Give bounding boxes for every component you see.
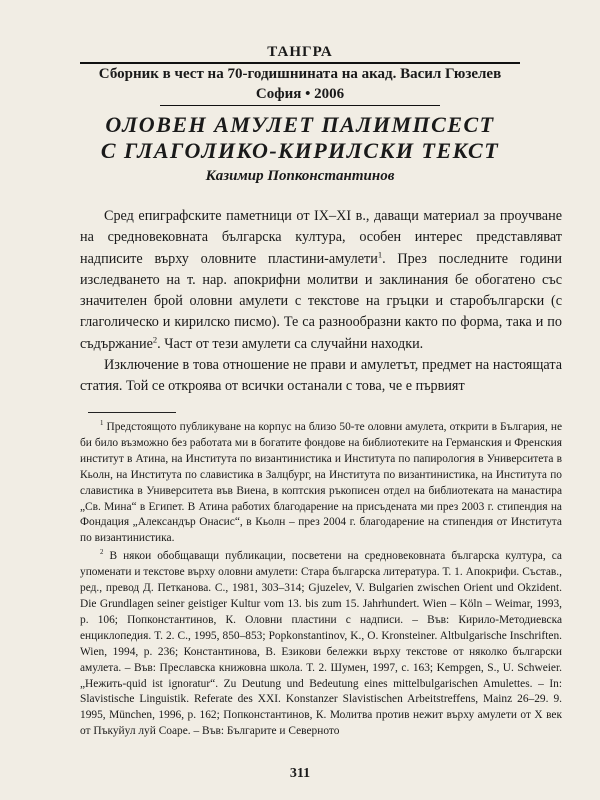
paragraph-2: Изключение в това отношение не прави и амулетът, предмет на настоящата статия. Той се откроява от всички останали с това, че е първият bbox=[80, 357, 562, 395]
footnote-2-number: 2 bbox=[100, 549, 104, 557]
title-line-1: ОЛОВЕН АМУЛЕТ ПАЛИМПСЕСТ bbox=[105, 112, 495, 137]
article-title bbox=[0, 112, 600, 164]
place-underline bbox=[160, 105, 440, 106]
place-year: София • 2006 bbox=[255, 86, 345, 102]
paragraph-1-text-b: . През последните години изследването на т. нар. апокрифни молитви и заклинания бе обогатено със значителен брой оловни амулети с текстове на гръцки и старобългарски (с глаголическо и кирилско писмо). Те са разнообразни както по форма, така и по съдържание bbox=[80, 250, 562, 352]
paragraph-1-text-a: Сред епиграфските паметници от IX–XI в., даващи материал за проучване на средновековната българска култура, особен интерес представляват надписите върху оловните пластини-амулети bbox=[80, 208, 562, 267]
collection-title: Сборник в чест на 70-годишнината на акад. Васил Гюзелев bbox=[98, 66, 502, 82]
footnote-1-number: 1 bbox=[100, 420, 104, 428]
paragraph-1-text-c: . Част от тези амулети са случайни находки. bbox=[157, 335, 424, 352]
footnote-ref-1: 1 bbox=[377, 248, 383, 259]
header-rule bbox=[80, 62, 520, 64]
footnote-2-text: В някои обобщаващи публикации, посветени на средновековната българска култура, са упоменати и текстове върху оловни амулети: Стара българска литература. Т. 1. Апокрифи. Състав., ред., превод Д. Петканова. С., 1981, 303–314; Gjuzelev, V. Bulgarien zwischen Orient und Okzident. Die Grundlagen seiner geistiger Kultur vom 13. bis zum 15. Jahrhundert. Wien – Köln – Weimar, 1993, p. 106; Попконстантинов, К. Оловни пластини с надписи. – Във: Кирило-Методиевска енциклопедия. Т. 2. С., 1995, 850–853; Popkonstantinov, K., O. Kronsteiner. Altbulgarische Inschriften. Wien, 1994, p. 236; Константинова, В. Езикови бележки върху текстове от няколко български амулета. – Във: Преславска книжовна школа. Т. 2. Шумен, 1997, с. 163; Kempgen, S., U. Schweier. „Нежить-quid ist ignoratur“. Zu Deutung und Bedeutung eines mittelbulgarischen Amulettes. – In: Slavistische Linguistik. Referate des XXI. Konstanzer Slavistischen Arbeitstreffens, Mainz 26–29. 9. 1995, München, 1996, p. 162; Попконстантинов, К. Молитва против нежит върху амулети от X век от Пъкуйул луй Соаре. – Във: Българите и Северното bbox=[80, 550, 562, 738]
footnote-ref-2: 2 bbox=[152, 334, 158, 345]
page-number: 311 bbox=[289, 766, 311, 781]
title-line-2: С ГЛАГОЛИКО-КИРИЛСКИ ТЕКСТ bbox=[100, 138, 500, 163]
series-title: ТАНГРА bbox=[267, 44, 333, 60]
paragraph-1 bbox=[80, 206, 562, 355]
footnote-separator bbox=[88, 412, 176, 413]
footnote-1 bbox=[80, 420, 562, 547]
article-author: Казимир Попконстантинов bbox=[205, 168, 395, 184]
footnote-2 bbox=[80, 549, 562, 740]
body-text bbox=[80, 206, 562, 398]
footnote-1-text: Предстоящото публикуване на корпус на близо 50-те оловни амулета, открити в България, не би било възможно без работата ми в богатите фондове на библиотеките на Германския и Френския институт в Атина, на Института по византинистика и Института по папирология в Университета в Кьолн, на Института по славистика в Залцбург, на Института по византинистика, на Института по славистика в Университета във Виена, в коптския ръкописен отдел на библиотеката на манастира „Св. Мина“ в Египет. В Атина работих благодарение на присъдената ми през 2003 г. стипендия на Фондация „Александър Онасис“, в Кьолн – през 2004 г. благодарение на стипендия от Института по византинистика. bbox=[80, 421, 562, 545]
footnotes bbox=[80, 420, 562, 740]
